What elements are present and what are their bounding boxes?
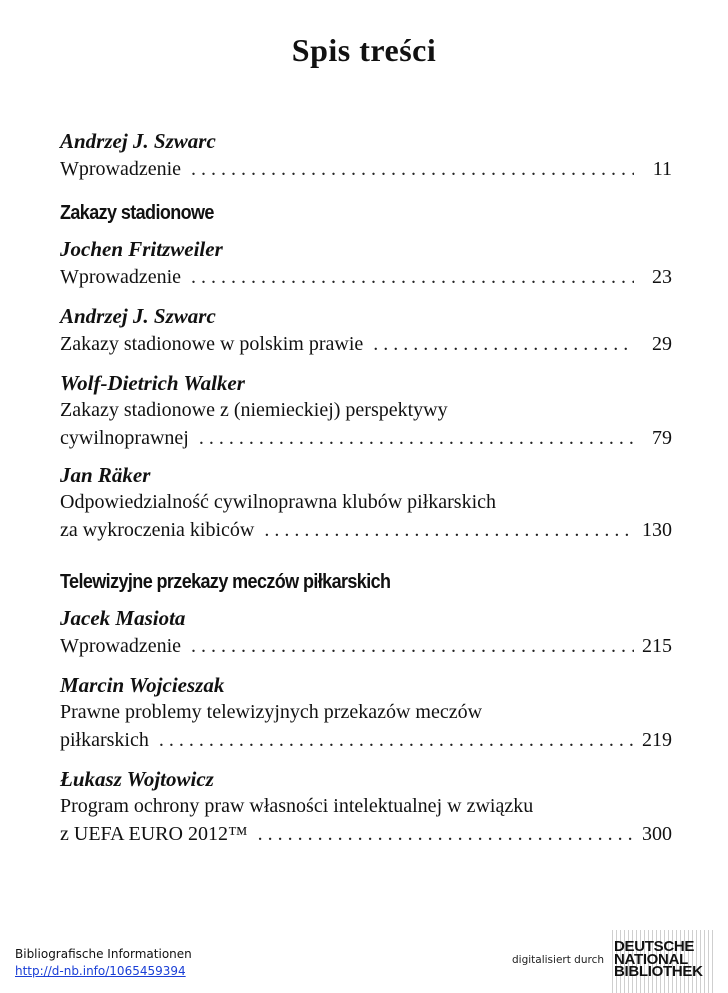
table-of-contents xyxy=(60,128,672,848)
entry-author: Jacek Masiota xyxy=(60,606,186,630)
dnb-logo-line: NATIONAL xyxy=(614,950,688,968)
dnb-logo xyxy=(612,930,716,993)
toc-entry xyxy=(60,303,672,358)
entry-title-line: Prawne problemy telewizyjnych przekazów meczów xyxy=(60,701,483,723)
entry-title: piłkarskich xyxy=(60,729,149,751)
entry-page-number: 130 xyxy=(642,519,672,541)
entry-page-number: 215 xyxy=(642,635,672,657)
entry-page-number: 29 xyxy=(652,333,672,355)
entry-page-number: 79 xyxy=(652,427,672,449)
entry-title-line: Program ochrony praw własności intelektualnej w związku xyxy=(60,795,534,817)
dot-leader xyxy=(258,820,634,848)
toc-entry xyxy=(60,128,672,183)
entry-title-row xyxy=(60,516,672,544)
dot-leader xyxy=(191,263,634,291)
dot-leader xyxy=(199,424,634,452)
entry-title: z UEFA EURO 2012™ xyxy=(60,823,248,845)
entry-title-line: Odpowiedzialność cywilnoprawna klubów piłkarskich xyxy=(60,491,497,513)
dot-leader xyxy=(264,516,634,544)
entry-author: Jan Räker xyxy=(60,463,151,487)
dot-leader xyxy=(159,726,634,754)
entry-title-row xyxy=(60,820,672,848)
entry-page-number: 23 xyxy=(652,266,672,288)
entry-title-row xyxy=(60,155,672,183)
entry-title-line: Zakazy stadionowe z (niemieckiej) perspektywy xyxy=(60,399,448,421)
bibliographic-info-link[interactable]: http://d-nb.info/1065459394 xyxy=(15,964,186,978)
entry-page-number: 300 xyxy=(642,823,672,845)
toc-entry xyxy=(60,236,672,291)
toc-entry xyxy=(60,370,672,452)
toc-entry xyxy=(60,766,672,848)
bibliographic-info xyxy=(15,946,192,980)
entry-title: Wprowadzenie xyxy=(60,635,182,657)
toc-entry xyxy=(60,462,672,544)
entry-title: Wprowadzenie xyxy=(60,266,182,288)
bibliographic-info-label: Bibliografische Informationen xyxy=(15,947,192,961)
entry-title-row xyxy=(60,632,672,660)
entry-author: Andrzej J. Szwarc xyxy=(60,304,216,328)
entry-page-number: 11 xyxy=(652,158,672,180)
entry-author: Wolf-Dietrich Walker xyxy=(60,371,245,395)
entry-author: Łukasz Wojtowicz xyxy=(60,767,214,791)
entry-title-row xyxy=(60,726,672,754)
entry-author: Andrzej J. Szwarc xyxy=(60,129,216,153)
entry-title: Zakazy stadionowe w polskim prawie xyxy=(60,333,364,355)
entry-author: Marcin Wojcieszak xyxy=(60,673,225,697)
digitized-by-label: digitalisiert durch xyxy=(512,954,605,966)
entry-title: cywilnoprawnej xyxy=(60,427,189,449)
entry-title-row xyxy=(60,263,672,291)
dot-leader xyxy=(373,330,634,358)
dnb-logo-line: DEUTSCHE xyxy=(614,938,695,955)
toc-entry xyxy=(60,605,672,660)
section-heading: Telewizyjne przekazy meczów piłkarskich xyxy=(60,570,391,593)
entry-author: Jochen Fritzweiler xyxy=(60,237,223,261)
dot-leader xyxy=(191,632,634,660)
entry-title-row xyxy=(60,330,672,358)
entry-page-number: 219 xyxy=(642,729,672,751)
toc-entry xyxy=(60,672,672,754)
dnb-logo-line: BIBLIOTHEK xyxy=(614,963,703,980)
entry-title-row xyxy=(60,424,672,452)
section-heading: Zakazy stadionowe xyxy=(60,201,214,224)
dot-leader xyxy=(191,155,634,183)
entry-title: za wykroczenia kibiców xyxy=(60,519,255,541)
page-title: Spis treści xyxy=(291,32,437,68)
entry-title: Wprowadzenie xyxy=(60,158,182,180)
